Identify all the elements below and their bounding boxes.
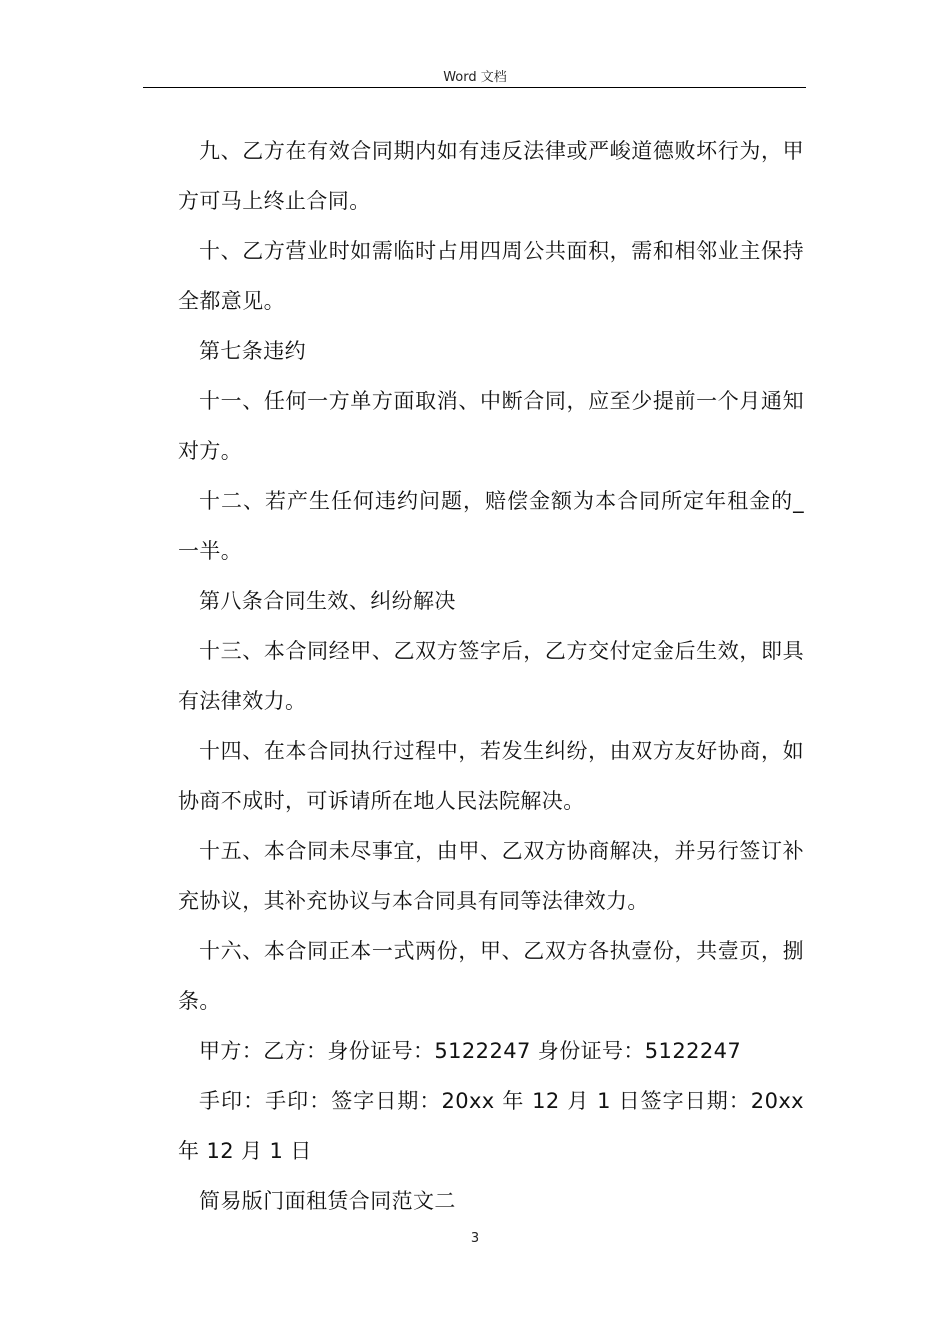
paragraph-15: 十五、本合同未尽事宜，由甲、乙双方协商解决，并另行签订补充协议，其补充协议与本合同具有同等法律效力。: [178, 839, 804, 913]
signature-date-line: 手印：手印：签字日期：20xx 年 12 月 1 日签字日期：20xx 年 12 月 1 日: [178, 1089, 804, 1163]
document-body: [178, 126, 804, 1226]
paragraph-16: 十六、本合同正本一式两份，甲、乙双方各执壹份，共壹页，捌条。: [178, 939, 804, 1013]
paragraph-11: 十一、任何一方单方面取消、中断合同，应至少提前一个月通知对方。: [178, 389, 804, 463]
header-label: Word 文档: [443, 70, 507, 85]
paragraph-9: 九、乙方在有效合同期内如有违反法律或严峻道德败坏行为，甲方可马上终止合同。: [178, 139, 804, 213]
paragraph-13: 十三、本合同经甲、乙双方签字后，乙方交付定金后生效，即具有法律效力。: [178, 639, 804, 713]
paragraph-14: 十四、在本合同执行过程中，若发生纠纷，由双方友好协商，如协商不成时，可诉请所在地人民法院解决。: [178, 739, 804, 813]
section-heading-8: 第八条合同生效、纠纷解决: [199, 589, 456, 613]
paragraph-10: 十、乙方营业时如需临时占用四周公共面积，需和相邻业主保持全都意见。: [178, 239, 804, 313]
section-heading-7: 第七条违约: [199, 339, 306, 363]
header-divider: [143, 87, 806, 88]
paragraph-12: 十二、若产生任何违约问题，赔偿金额为本合同所定年租金的_一半。: [178, 489, 804, 563]
signature-parties-line: 甲方：乙方：身份证号：5122247 身份证号：5122247: [199, 1039, 742, 1063]
page-number: 3: [470, 1231, 480, 1246]
next-contract-title: 简易版门面租赁合同范文二: [199, 1189, 456, 1213]
